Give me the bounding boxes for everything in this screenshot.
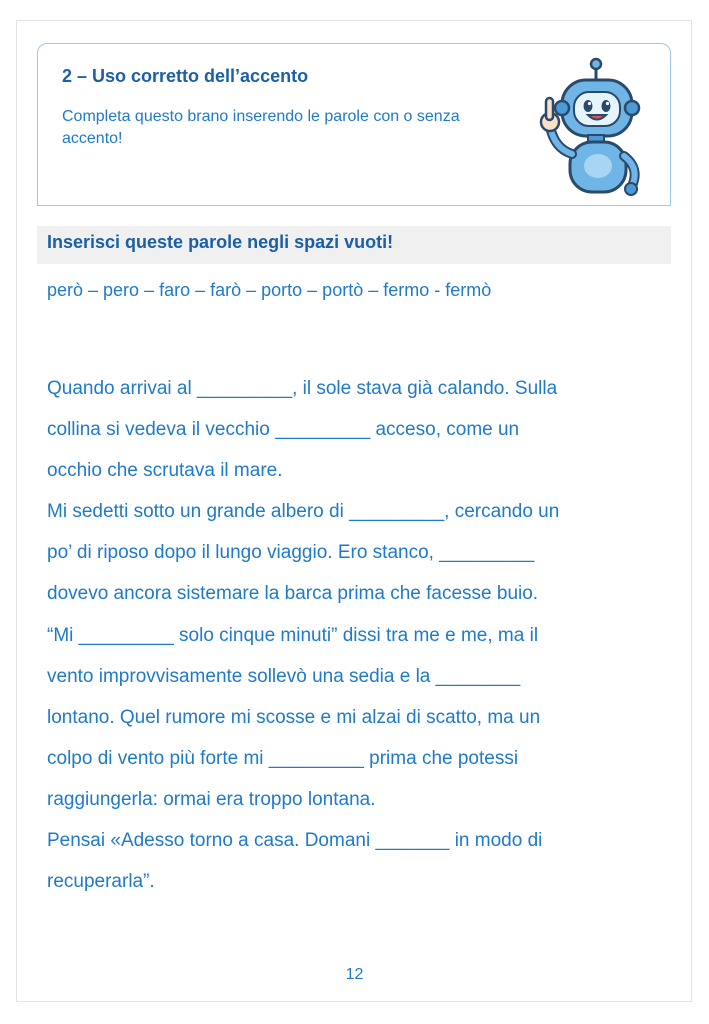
- passage-line: “Mi _________ solo cinque minuti” dissi tra me e me, ma il: [47, 624, 539, 646]
- passage-line: Mi sedetti sotto un grande albero di _________, cercando un: [47, 501, 560, 523]
- passage-line: Pensai «Adesso torno a casa. Domani _______ in modo di: [47, 830, 543, 852]
- passage-line: collina si vedeva il vecchio _________ acceso, come un: [47, 419, 520, 441]
- passage-line: dovevo ancora sistemare la barca prima che facesse buio.: [47, 583, 539, 605]
- page-number: 12: [345, 966, 364, 983]
- word-list: però – pero – faro – farò – porto – portò – fermo - fermò: [47, 280, 492, 300]
- passage-line: colpo di vento più forte mi _________ prima che potessi: [47, 747, 519, 769]
- robot-mascot-icon: [528, 56, 648, 201]
- passage-line: po’ di riposo dopo il lungo viaggio. Ero stanco, _________: [47, 542, 535, 564]
- passage: [47, 368, 667, 902]
- instruction-bar: Inserisci queste parole negli spazi vuoti!: [37, 226, 671, 264]
- passage-line: Quando arrivai al _________, il sole stava già calando. Sulla: [47, 378, 558, 399]
- passage-line: vento improvvisamente sollevò una sedia e la ________: [47, 665, 521, 687]
- exercise-subtitle: Completa questo brano inserendo le parole con o senza accento!: [62, 108, 460, 147]
- exercise-title: 2 – Uso corretto dell’accento: [62, 66, 309, 86]
- passage-line: lontano. Quel rumore mi scosse e mi alzai di scatto, ma un: [47, 706, 541, 728]
- passage-line: recuperarla”.: [47, 871, 155, 893]
- exercise-header-card: [37, 43, 671, 206]
- passage-line: occhio che scrutava il mare.: [47, 460, 283, 482]
- passage-line: raggiungerla: ormai era troppo lontana.: [47, 788, 376, 810]
